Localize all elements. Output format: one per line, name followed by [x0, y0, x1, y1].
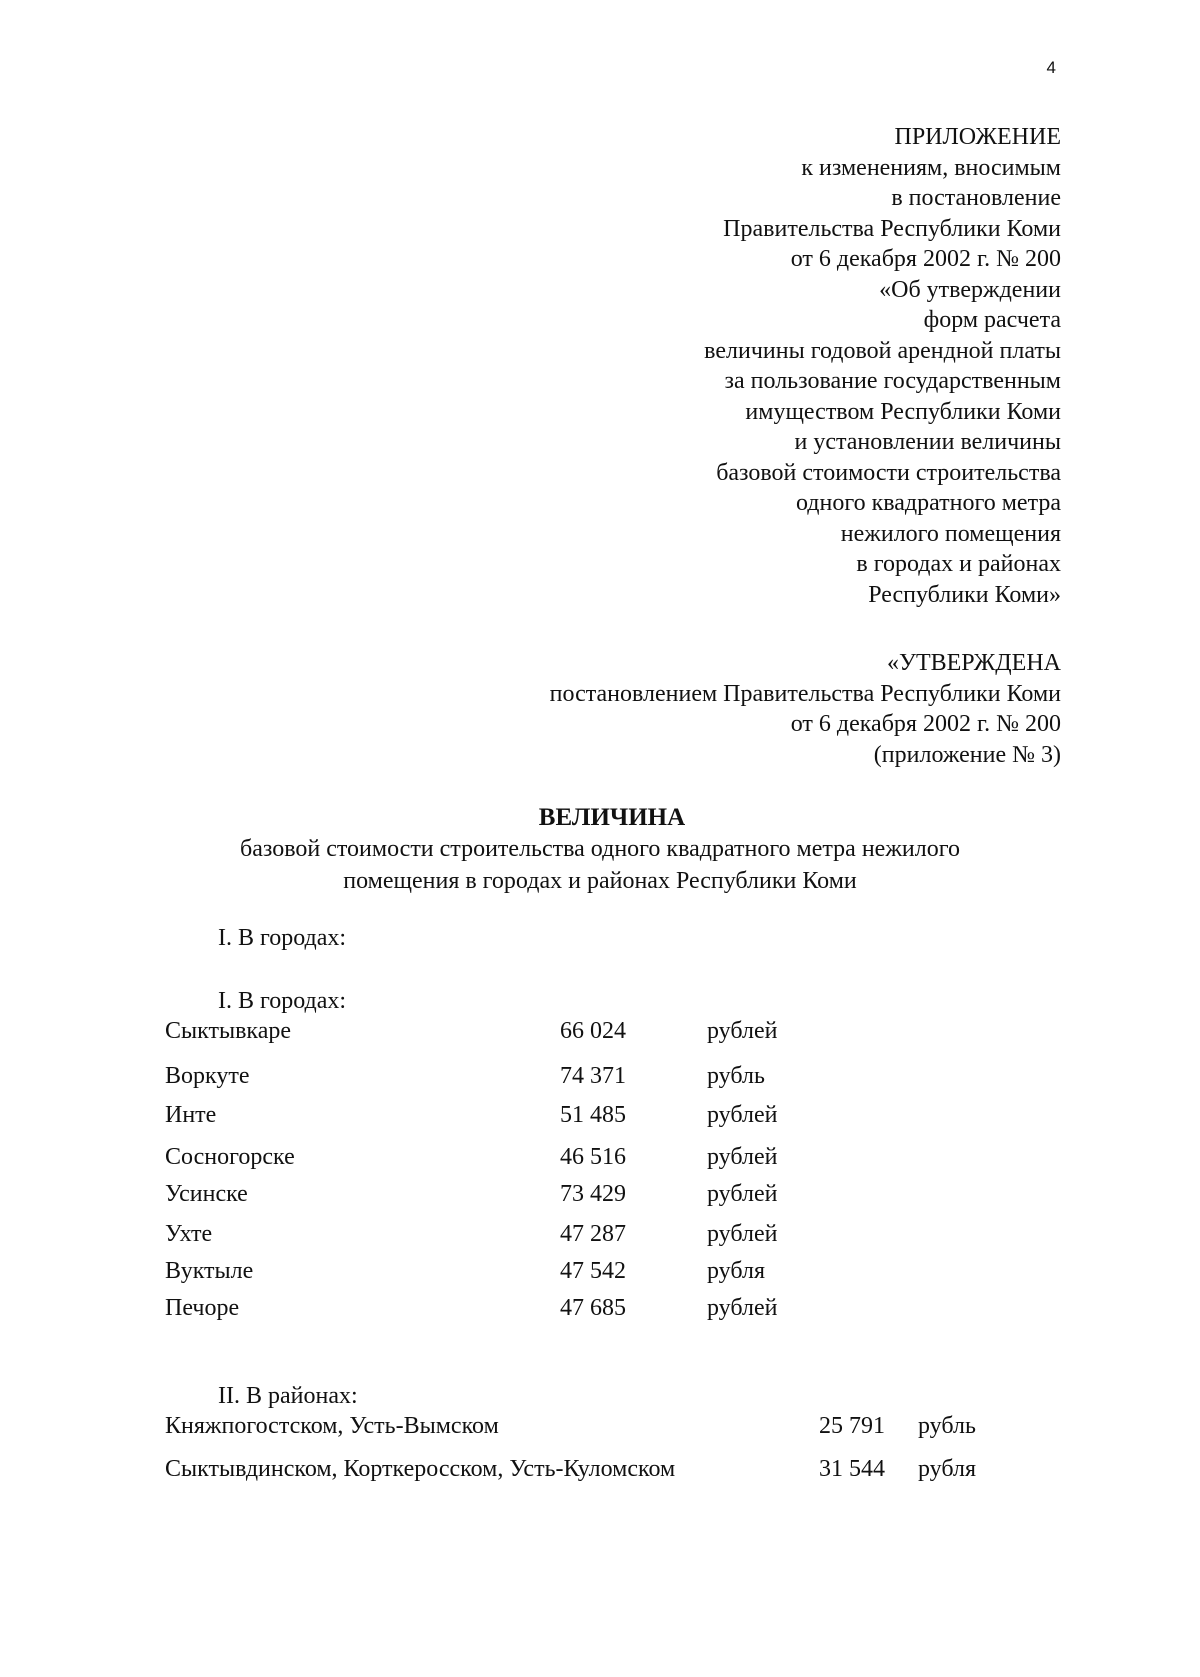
appendix-line: за пользование государственным — [724, 368, 1061, 394]
city-name: Воркуте — [165, 1063, 250, 1089]
currency-unit: рубля — [918, 1456, 976, 1482]
approval-block — [550, 648, 1061, 770]
city-name: Ухте — [165, 1221, 213, 1247]
cost-value: 47 542 — [560, 1258, 626, 1284]
table-row — [0, 1018, 1200, 1048]
document-subtitle-line: помещения в городах и районах Республики Коми — [343, 868, 857, 894]
cost-value: 46 516 — [560, 1144, 626, 1170]
appendix-line: от 6 декабря 2002 г. № 200 — [790, 246, 1061, 272]
appendix-line: одного квадратного метра — [795, 490, 1061, 516]
appendix-line: Республики Коми» — [868, 581, 1061, 608]
cost-value: 25 791 — [819, 1413, 885, 1439]
appendix-line: и установлении величины — [794, 429, 1061, 455]
approval-line: (приложение № 3) — [873, 741, 1061, 768]
appendix-line: величины годовой арендной платы — [704, 337, 1061, 364]
table-row — [0, 1413, 1200, 1443]
city-name: Усинске — [165, 1181, 248, 1207]
city-name: Инте — [165, 1102, 217, 1128]
cities-heading: I. В городах: — [218, 925, 347, 951]
currency-unit: рублей — [707, 1295, 778, 1321]
table-row — [0, 1456, 1200, 1486]
city-name: Сосногорске — [165, 1144, 295, 1170]
appendix-line: в постановление — [891, 185, 1061, 211]
document-subtitle-line: базовой стоимости строительства одного квадратного метра нежилого — [240, 836, 960, 862]
cost-value: 74 371 — [560, 1063, 626, 1089]
table-row — [0, 1102, 1200, 1132]
cities-heading-repeat: I. В городах: — [218, 988, 347, 1014]
currency-unit: рублей — [707, 1018, 778, 1044]
cost-value: 31 544 — [819, 1456, 885, 1482]
appendix-line: нежилого помещения — [840, 520, 1061, 547]
cost-value: 51 485 — [560, 1102, 626, 1128]
appendix-line: ПРИЛОЖЕНИЕ — [894, 124, 1061, 150]
approval-line: «УТВЕРЖДЕНА — [886, 650, 1061, 676]
district-name: Княжпогостском, Усть-Вымском — [165, 1413, 499, 1439]
appendix-line: к изменениям, вносимым — [801, 154, 1061, 181]
currency-unit: рубль — [707, 1063, 765, 1089]
appendix-header — [704, 122, 1061, 610]
city-name: Сыктывкаре — [165, 1018, 292, 1044]
city-name: Вуктыле — [165, 1258, 254, 1284]
district-name: Сыктывдинском, Корткеросском, Усть-Куломском — [165, 1456, 676, 1482]
table-row — [0, 1258, 1200, 1288]
table-row — [0, 1295, 1200, 1325]
currency-unit: рублей — [707, 1144, 778, 1170]
appendix-line: «Об утверждении — [879, 276, 1061, 303]
table-row — [0, 1063, 1200, 1093]
currency-unit: рублей — [707, 1181, 778, 1207]
table-row — [0, 1221, 1200, 1251]
approval-line: от 6 декабря 2002 г. № 200 — [790, 711, 1061, 737]
currency-unit: рублей — [707, 1221, 778, 1247]
appendix-line: в городах и районах — [856, 551, 1061, 577]
districts-heading: II. В районах: — [218, 1383, 358, 1409]
document-title: ВЕЛИЧИНА — [538, 804, 686, 831]
page-number: 4 — [1046, 58, 1056, 77]
approval-line: постановлением Правительства Республики Коми — [549, 680, 1061, 707]
city-name: Печоре — [165, 1295, 240, 1321]
document-title-block — [0, 803, 1200, 897]
currency-unit: рубля — [707, 1258, 765, 1284]
table-row — [0, 1144, 1200, 1174]
cost-value: 47 685 — [560, 1295, 626, 1321]
appendix-line: форм расчета — [923, 307, 1061, 333]
table-row — [0, 1181, 1200, 1211]
currency-unit: рубль — [918, 1413, 976, 1439]
appendix-line: имуществом Республики Коми — [745, 398, 1061, 425]
appendix-line: Правительства Республики Коми — [723, 215, 1061, 242]
appendix-line: базовой стоимости строительства — [716, 459, 1061, 486]
cost-value: 47 287 — [560, 1221, 626, 1247]
currency-unit: рублей — [707, 1102, 778, 1128]
cost-value: 66 024 — [560, 1018, 626, 1044]
cost-value: 73 429 — [560, 1181, 626, 1207]
